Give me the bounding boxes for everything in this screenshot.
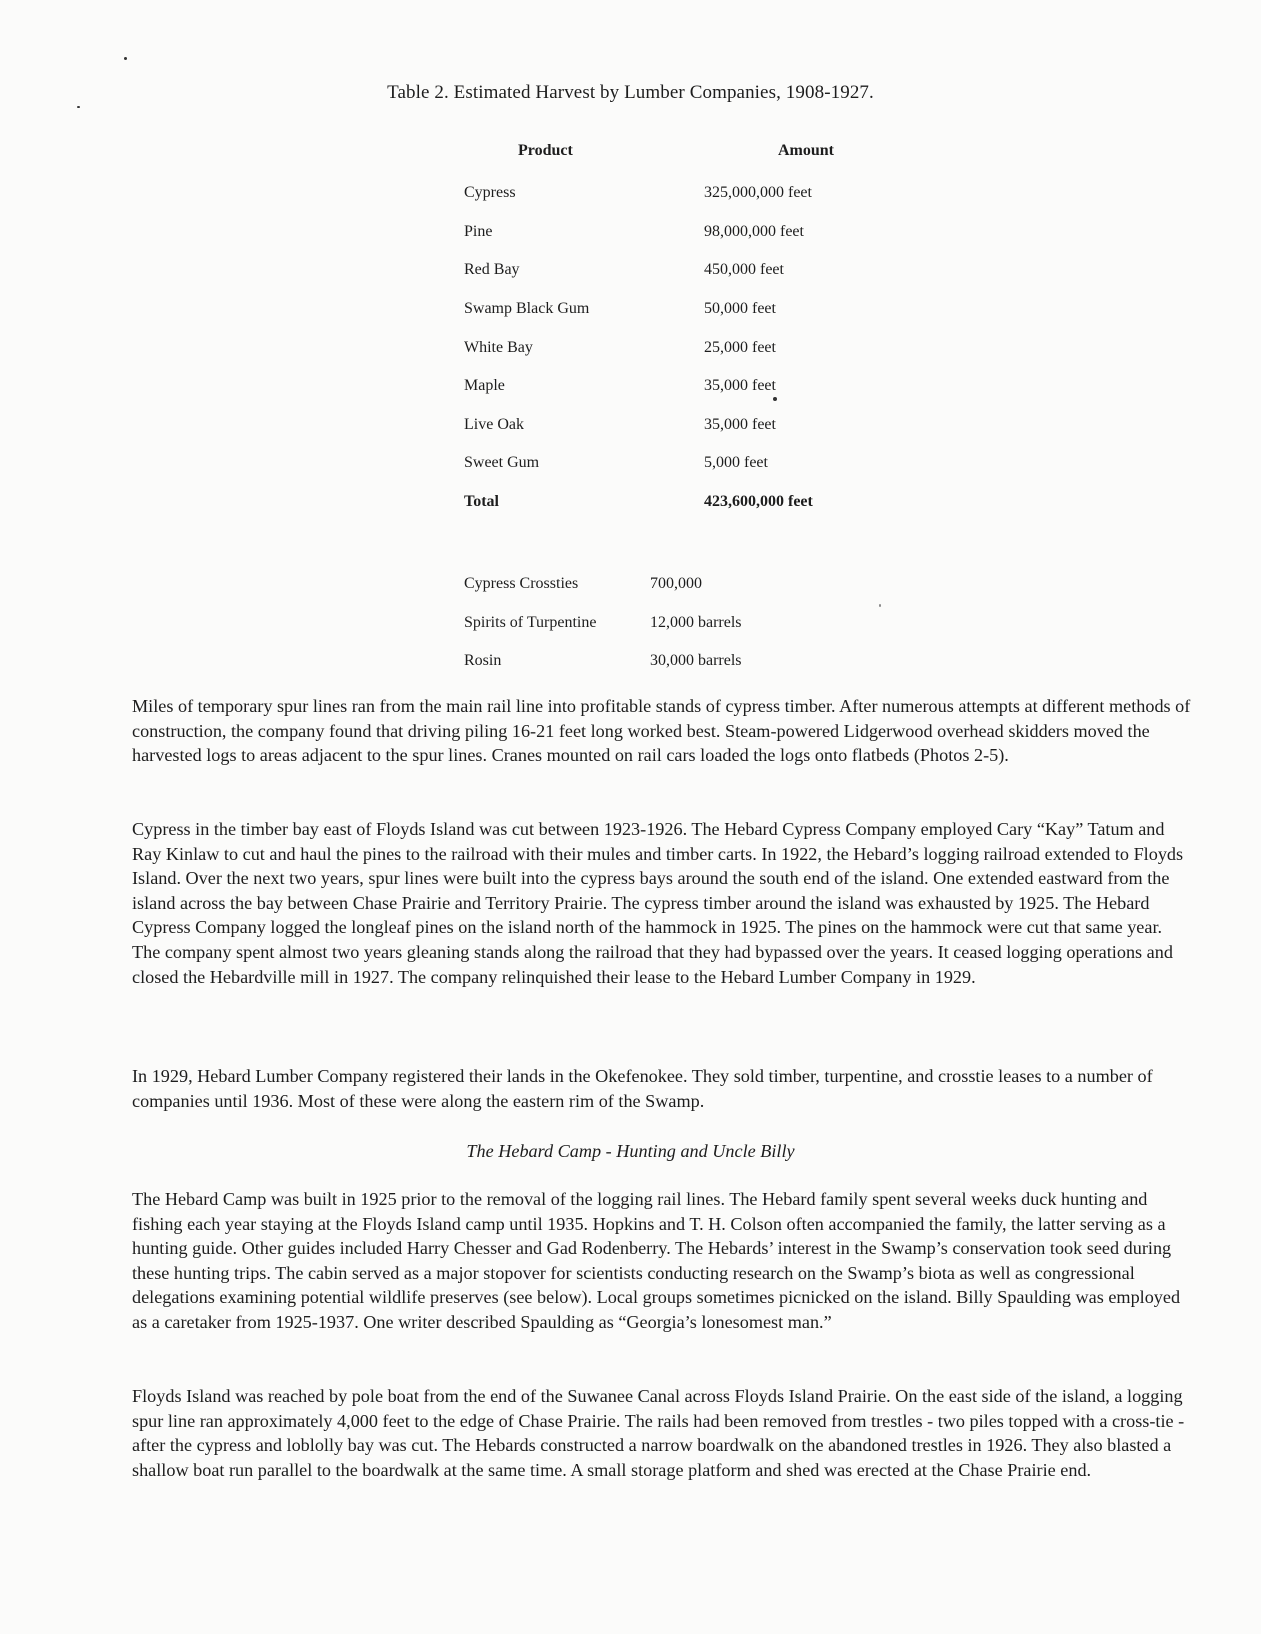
amount-cell: 35,000 feet bbox=[704, 415, 776, 433]
table-row bbox=[464, 367, 978, 406]
amount-cell: 12,000 barrels bbox=[650, 613, 742, 631]
amount-cell: 30,000 barrels bbox=[650, 652, 742, 670]
scan-speck bbox=[773, 397, 777, 401]
table-row bbox=[464, 406, 978, 445]
paragraph-floyds-island-access: Floyds Island was reached by pole boat from the end of the Suwanee Canal across Floyds Island Prairie. On the east side of the island, a logging spur line ran approximately 4,000 feet to the edge of Chase Prairie. The rails had been removed from trestles - two piles topped with a cross-tie - after the cypress and loblolly bay was cut. The Hebards constructed a narrow boardwalk on the abandoned trestles in 1926. They also blasted a shallow boat run parallel to the boardwalk at the same time. A small storage platform and shed was erected at the Chase Prairie end. bbox=[132, 1386, 1185, 1480]
harvest-table bbox=[464, 142, 978, 521]
amount-cell: 5,000 feet bbox=[704, 454, 768, 472]
scan-speck bbox=[77, 106, 80, 108]
product-cell: Spirits of Turpentine bbox=[464, 613, 597, 631]
amount-cell: 25,000 feet bbox=[704, 338, 776, 356]
table-row bbox=[464, 604, 850, 643]
product-cell: Cypress bbox=[464, 184, 516, 202]
scan-speck bbox=[124, 57, 127, 60]
byproducts-table bbox=[464, 565, 850, 681]
table-row bbox=[464, 251, 978, 290]
table-row bbox=[464, 174, 978, 213]
table-row bbox=[464, 642, 850, 681]
table-row bbox=[464, 444, 978, 483]
section-subheading: The Hebard Camp - Hunting and Uncle Billy bbox=[466, 1141, 795, 1161]
amount-cell: 50,000 feet bbox=[704, 300, 776, 318]
column-header-product: Product bbox=[518, 142, 573, 159]
table-row bbox=[464, 328, 978, 367]
amount-cell: 700,000 bbox=[650, 575, 702, 593]
table-header-row bbox=[464, 142, 978, 174]
column-header-amount: Amount bbox=[778, 142, 835, 159]
amount-cell: 35,000 feet bbox=[704, 377, 776, 395]
table-row bbox=[464, 213, 978, 252]
paragraph-hebard-lumber: In 1929, Hebard Lumber Company registered their lands in the Okefenokee. They sold timber, turpentine, and crosstie leases to a number of companies until 1936. Most of these were along the eastern rim of the Swamp. bbox=[132, 1066, 1153, 1111]
total-label: Total bbox=[464, 493, 499, 511]
product-cell: Pine bbox=[464, 222, 493, 240]
product-cell: Maple bbox=[464, 377, 505, 395]
product-cell: Cypress Crossties bbox=[464, 575, 579, 593]
product-cell: Rosin bbox=[464, 652, 502, 670]
product-cell: Red Bay bbox=[464, 261, 520, 279]
product-cell: White Bay bbox=[464, 338, 533, 356]
total-amount: 423,600,000 feet bbox=[704, 493, 813, 511]
scan-speck bbox=[879, 604, 881, 607]
table-row bbox=[464, 565, 850, 604]
paragraph-floyds-island-logging: Cypress in the timber bay east of Floyds Island was cut between 1923-1926. The Hebard Cypress Company employed Cary “Kay” Tatum and Ray Kinlaw to cut and haul the pines to the railroad with their mules and timber carts. In 1922, the Hebard’s logging railroad extended to Floyds Island. Over the next two years, spur lines were built into the cypress bays around the south end of the island. One extended eastward from the island across the bay between Chase Prairie and Territory Prairie. The cypress timber around the island was exhausted by 1925. The Hebard Cypress Company logged the longleaf pines on the island north of the hammock in 1925. The pines on the hammock were cut that same year. The company spent almost two years gleaning stands along the railroad that they had bypassed over the years. It ceased logging operations and closed the Hebardville mill in 1927. The company relinquished their lease to the Hebard Lumber Company in 1929. bbox=[132, 819, 1184, 987]
paragraph-hebard-camp: The Hebard Camp was built in 1925 prior to the removal of the logging rail lines. The Hebard family spent several weeks duck hunting and fishing each year staying at the Floyds Island camp until 1935. Hopkins and T. H. Colson often accompanied the family, the latter serving as a hunting guide. Other guides included Harry Chesser and Gad Rodenberry. The Hebards’ interest in the Swamp’s conservation took seed during these hunting trips. The cabin served as a major stopover for scientists conducting research on the Swamp’s biota as well as congressional delegations examining potential wildlife preserves (see below). Local groups sometimes picnicked on the island. Billy Spaulding was employed as a caretaker from 1925-1937. One writer described Spaulding as “Georgia’s lonesomest man.” bbox=[132, 1189, 1181, 1332]
page-title: Table 2. Estimated Harvest by Lumber Companies, 1908-1927. bbox=[387, 82, 874, 103]
amount-cell: 98,000,000 feet bbox=[704, 222, 804, 240]
paragraph-spur-lines: Miles of temporary spur lines ran from the main rail line into profitable stands of cypress timber. After numerous attempts at different methods of construction, the company found that driving piling 16-21 feet long worked best. Steam-powered Lidgerwood overhead skidders moved the harvested logs to areas adjacent to the spur lines. Cranes mounted on rail cars loaded the logs onto flatbeds (Photos 2-5). bbox=[132, 696, 1191, 766]
product-cell: Live Oak bbox=[464, 415, 524, 433]
table-total-row bbox=[464, 483, 978, 522]
amount-cell: 325,000,000 feet bbox=[704, 184, 812, 202]
product-cell: Swamp Black Gum bbox=[464, 300, 590, 318]
product-cell: Sweet Gum bbox=[464, 454, 540, 472]
table-row bbox=[464, 290, 978, 329]
amount-cell: 450,000 feet bbox=[704, 261, 784, 279]
